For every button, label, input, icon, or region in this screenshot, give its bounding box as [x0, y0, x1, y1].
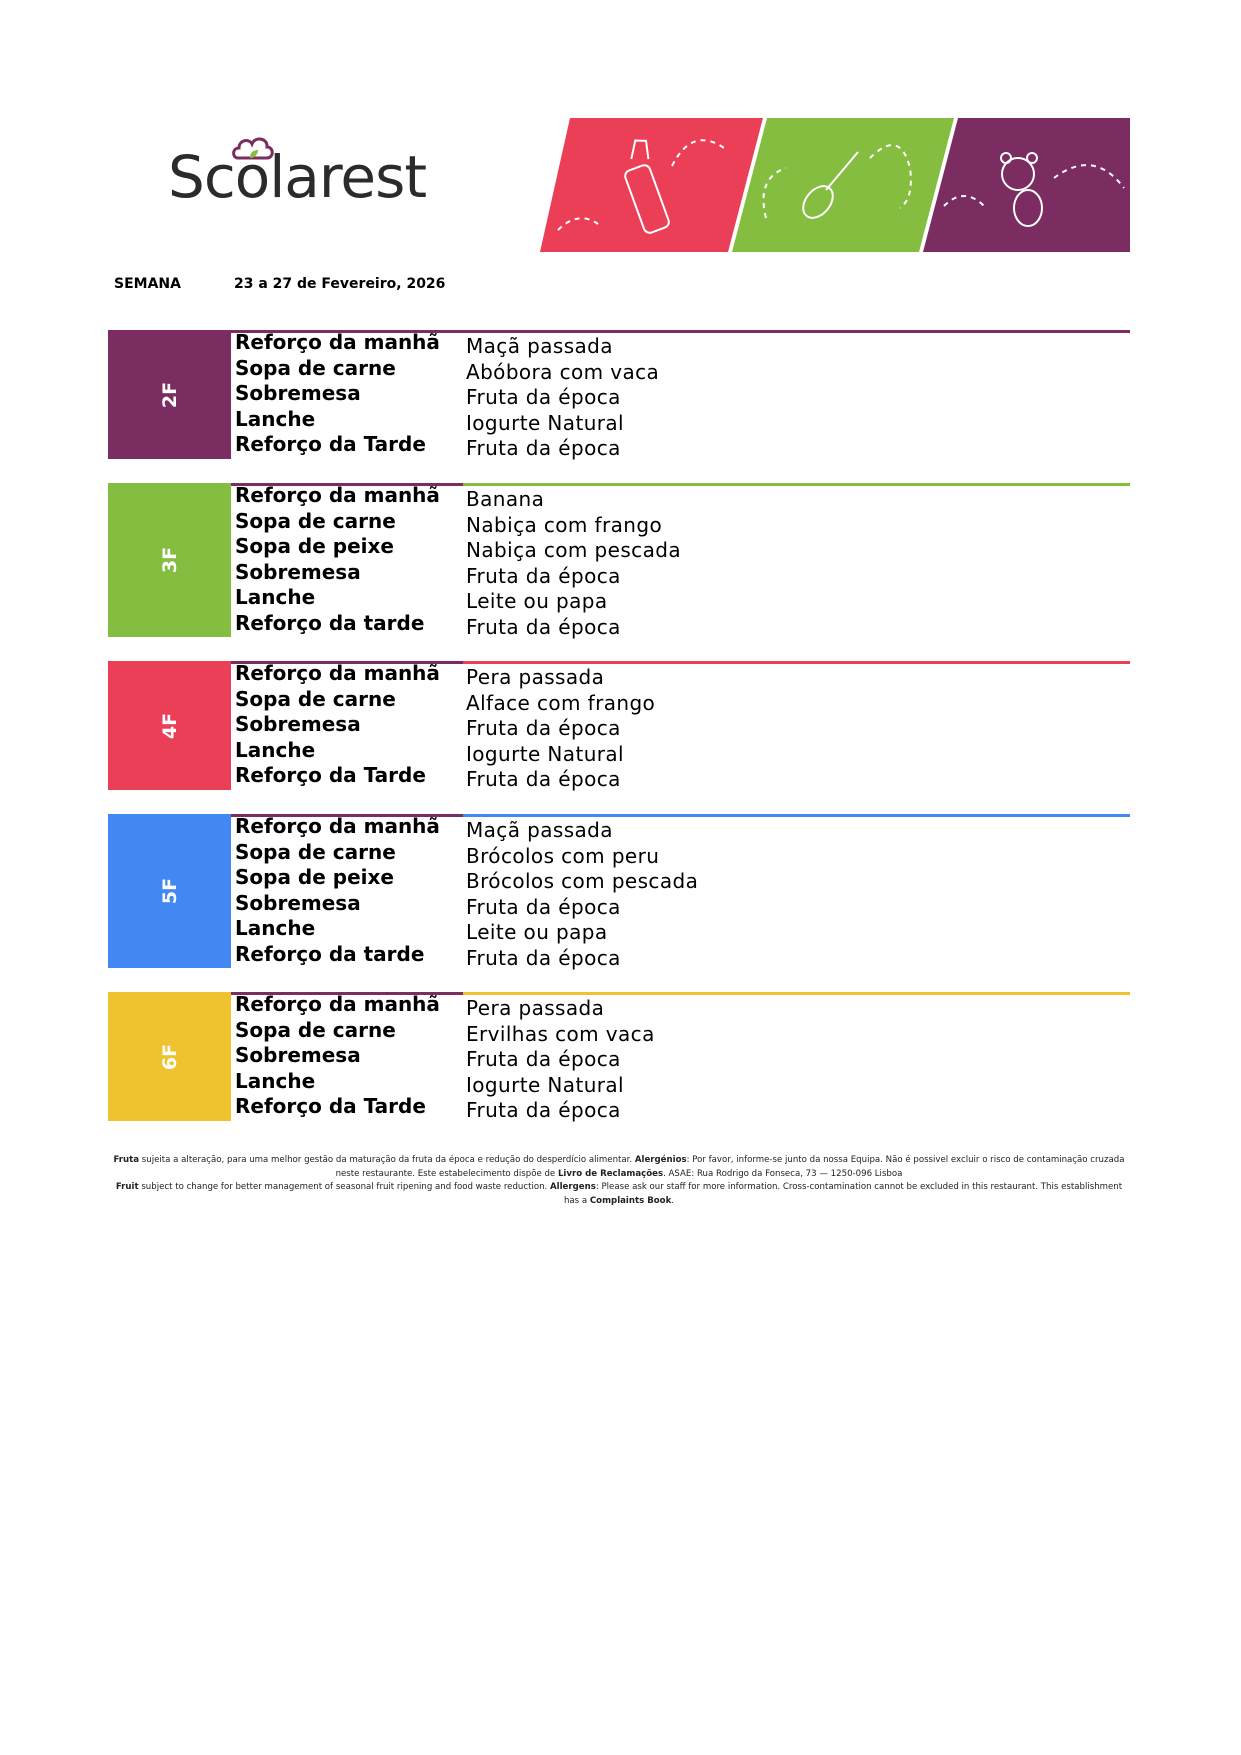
meal-item: Fruta da época [466, 894, 621, 919]
day-block-4f [108, 661, 1130, 791]
meal-labels [235, 814, 440, 968]
meal-item: Fruta da época [466, 385, 621, 410]
day-tab-4f: 4F [108, 661, 231, 790]
meal-label: Reforço da tarde [235, 610, 425, 635]
day-block-3f [108, 483, 1130, 638]
meal-label: Reforço da Tarde [235, 763, 426, 788]
meal-label: Lanche [235, 916, 316, 941]
meal-item: Iogurte Natural [466, 410, 625, 435]
meal-label: Sobremesa [235, 890, 361, 915]
meal-items [466, 334, 659, 462]
meal-label: Reforço da manhã [235, 992, 440, 1016]
day-rule [463, 483, 1130, 486]
meal-label: Sobremesa [235, 559, 361, 584]
footer-en: Fruit subject to change for better management of seasonal fruit ripening and food waste reduction. Allergens: Please ask our staff for more information. Cross-contamination cannot be excluded in this restaurant. This establishment has a Complaints Book. [115, 1182, 1123, 1206]
meal-label: Reforço da manhã [235, 661, 440, 685]
day-rule [463, 661, 1130, 664]
meal-label: Sobremesa [235, 381, 361, 406]
meal-item: Banana [466, 487, 545, 511]
meal-item: Abóbora com vaca [466, 359, 660, 384]
meal-label: Reforço da tarde [235, 941, 425, 966]
day-rule [463, 330, 1130, 333]
meal-label: Sopa de carne [235, 839, 396, 864]
meal-item: Fruta da época [466, 614, 621, 639]
meal-item: Brócolos com pescada [466, 869, 699, 894]
day-rule [463, 814, 1130, 817]
meal-item: Fruta da época [466, 436, 621, 461]
header-banner [540, 118, 1130, 252]
meal-label: Sopa de peixe [235, 534, 394, 559]
logo-wordmark: Scolarest [168, 143, 427, 211]
meal-item: Iogurte Natural [466, 1072, 625, 1097]
day-rule [463, 992, 1130, 995]
meal-item: Fruta da época [466, 716, 621, 741]
meal-label: Lanche [235, 585, 316, 610]
day-block-5f [108, 814, 1130, 969]
meal-item: Leite ou papa [466, 920, 608, 945]
meal-label: Reforço da Tarde [235, 432, 426, 457]
week-label: SEMANA [114, 276, 181, 292]
meal-label: Reforço da manhã [235, 814, 440, 838]
meal-item: Leite ou papa [466, 589, 608, 614]
meal-labels [235, 483, 440, 637]
day-tab-3f: 3F [108, 483, 231, 637]
meal-label: Reforço da Tarde [235, 1094, 426, 1119]
meal-label: Reforço da manhã [235, 483, 440, 507]
meal-item: Pera passada [466, 996, 605, 1020]
footer-complaints-label-en: Complaints Book [589, 1195, 672, 1206]
meal-label: Lanche [235, 1068, 316, 1093]
meal-items [466, 665, 655, 793]
day-block-6f [108, 992, 1130, 1122]
meal-labels [235, 992, 440, 1120]
day-tab-6f: 6F [108, 992, 231, 1121]
meal-label: Sopa de carne [235, 508, 396, 533]
meal-item: Fruta da época [466, 945, 621, 970]
meal-label: Sopa de carne [235, 686, 396, 711]
meal-item: Fruta da época [466, 767, 621, 792]
footer-complaints-label: Livro de Reclamações [557, 1168, 664, 1179]
meal-label: Sopa de carne [235, 1017, 396, 1042]
meal-label: Lanche [235, 406, 316, 431]
meal-item: Fruta da época [466, 563, 621, 588]
footer-fruit-label-en: Fruit [115, 1182, 139, 1192]
meal-item: Pera passada [466, 665, 605, 689]
footer-allergens-label-en: Allergens [550, 1182, 596, 1192]
meal-label: Sopa de carne [235, 355, 396, 380]
meal-item: Ervilhas com vaca [466, 1021, 655, 1046]
scolarest-logo [168, 140, 468, 230]
meal-items [466, 996, 655, 1124]
meal-item: Nabiça com frango [466, 512, 663, 537]
meal-item: Nabiça com pescada [466, 538, 681, 563]
meal-item: Fruta da época [466, 1098, 621, 1123]
footer-fruit-label: Fruta [113, 1155, 140, 1165]
meal-item: Alface com frango [466, 690, 656, 715]
meal-items [466, 487, 681, 641]
day-tab-5f: 5F [108, 814, 231, 968]
meal-item: Maçã passada [466, 818, 613, 842]
day-block-2f [108, 330, 1130, 460]
meal-label: Sobremesa [235, 1043, 361, 1068]
meal-item: Fruta da época [466, 1047, 621, 1072]
footer-allergens-label: Alergénios [634, 1155, 687, 1165]
meal-items [466, 818, 698, 972]
meal-label: Sopa de peixe [235, 865, 394, 890]
meal-item: Iogurte Natural [466, 741, 625, 766]
meal-labels [235, 661, 440, 789]
meal-label: Sobremesa [235, 712, 361, 737]
meal-labels [235, 330, 440, 458]
footer-pt: Fruta sujeita a alteração, para uma melhor gestão da maturação da fruta da época e redução do desperdício alimentar. Alergénios: Por favor, informe-se junto da nossa Equipa. Não é possivel excluir o risco de contaminação cruzada neste restaurante. Este estabelecimento dispõe de Livro de Reclamações. ASAE: Rua Rodrigo da Fonseca, 73 — 1250-096 Lisboa [113, 1155, 1125, 1179]
meal-label: Reforço da manhã [235, 330, 440, 354]
day-tab-2f: 2F [108, 330, 231, 459]
meal-item: Maçã passada [466, 334, 613, 358]
meal-label: Lanche [235, 737, 316, 762]
meal-item: Brócolos com peru [466, 843, 660, 868]
week-dates: 23 a 27 de Fevereiro, 2026 [234, 276, 446, 292]
footer-notes [108, 1154, 1130, 1208]
